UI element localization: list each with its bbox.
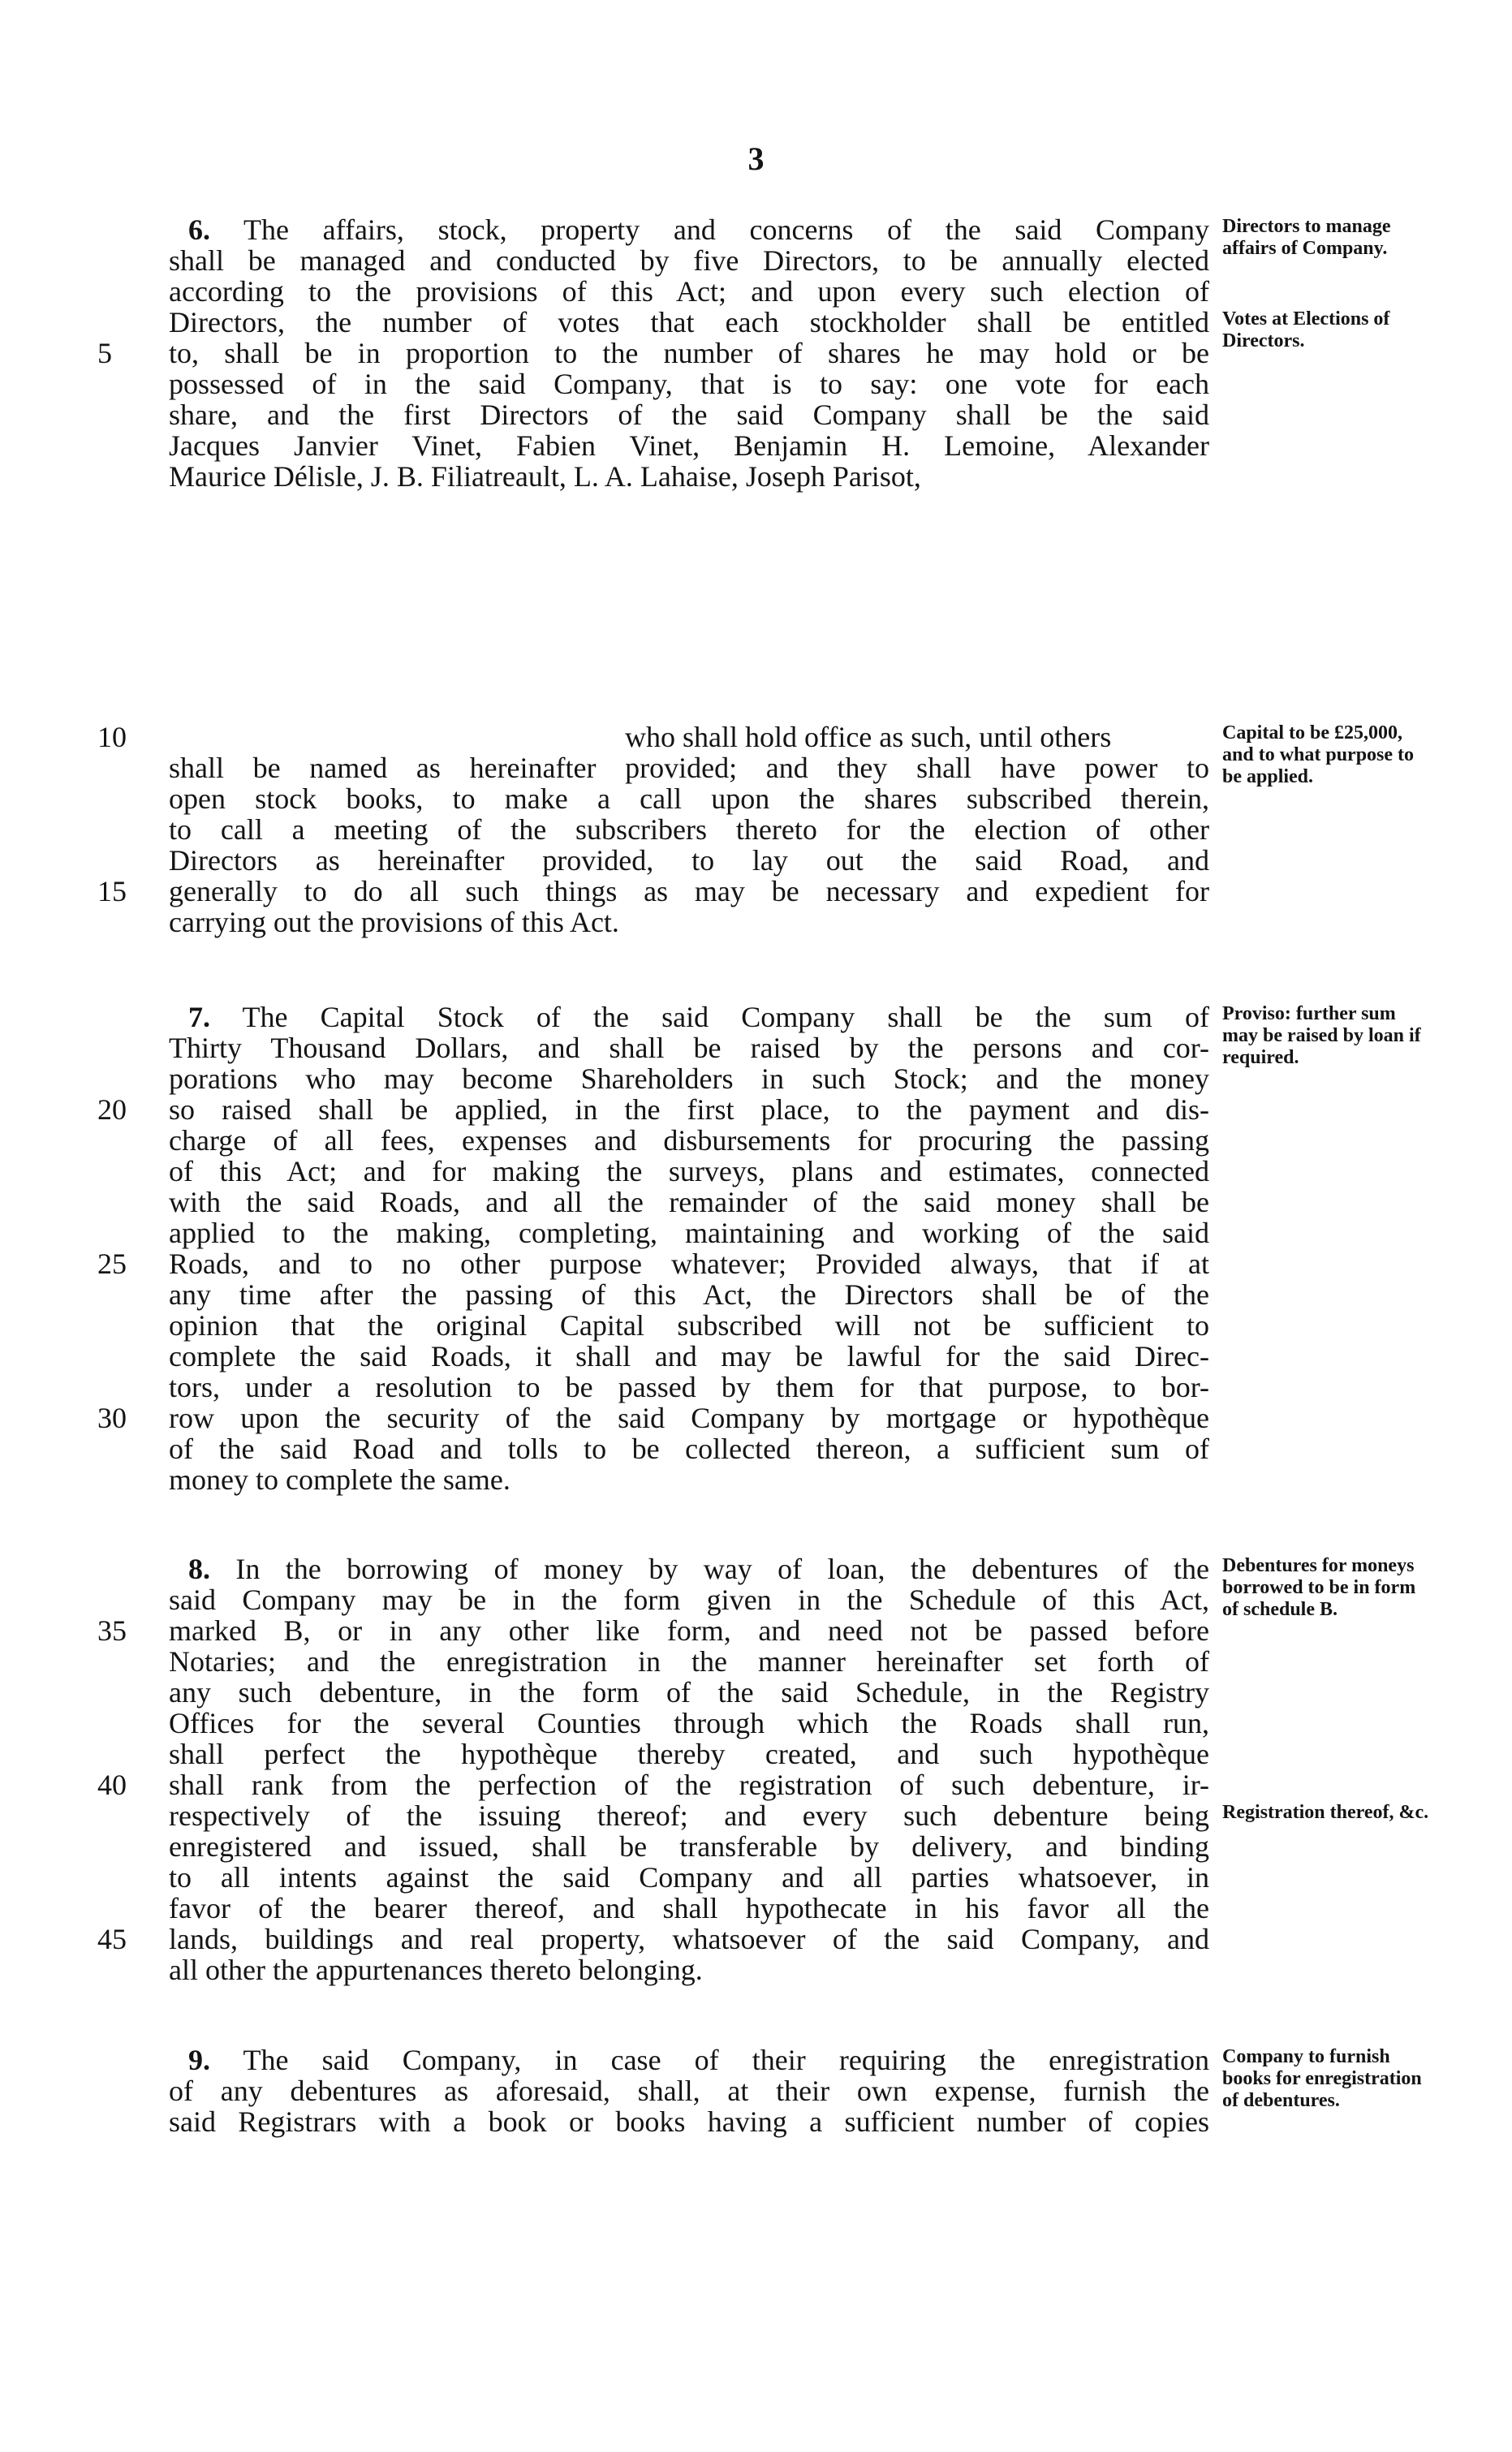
text-line: to call a meeting of the subscribers thereto for the election of other bbox=[169, 813, 1209, 846]
text-line: 7. The Capital Stock of the said Company shall be the sum of bbox=[188, 1001, 1209, 1033]
text-line: shall rank from the perfection of the registration of such debenture, ir- bbox=[169, 1769, 1209, 1801]
text-line: shall perfect the hypothèque thereby created, and such hypothèque bbox=[169, 1738, 1209, 1770]
text-line: marked B, or in any other like form, and need not be passed before bbox=[169, 1614, 1209, 1647]
margin-note: Debentures for moneys borrowed to be in form of schedule B. bbox=[1222, 1555, 1416, 1620]
text-line: shall be managed and conducted by five Directors, to be annually elected bbox=[169, 244, 1209, 277]
text-line: Maurice Délisle, J. B. Filiatreault, L. A. Lahaise, Joseph Parisot, bbox=[169, 460, 921, 493]
text-line: row upon the security of the said Company by mortgage or hypothèque bbox=[169, 1402, 1209, 1434]
text-line: Thirty Thousand Dollars, and shall be raised by the persons and cor- bbox=[169, 1032, 1209, 1064]
line-number: 45 bbox=[97, 1923, 127, 1955]
section-number: 7. bbox=[188, 1001, 210, 1033]
text-line: money to complete the same. bbox=[169, 1463, 510, 1496]
text-line: who shall hold office as such, until others bbox=[625, 721, 1112, 753]
line-number: 20 bbox=[97, 1093, 127, 1126]
text-line: any time after the passing of this Act, the Directors shall be of the bbox=[169, 1278, 1209, 1311]
text-line: all other the appurtenances thereto belonging. bbox=[169, 1954, 703, 1986]
text-line: of any debentures as aforesaid, shall, at their own expense, furnish the bbox=[169, 2075, 1209, 2107]
text-line: porations who may become Shareholders in such Stock; and the money bbox=[169, 1062, 1209, 1095]
text-line: applied to the making, completing, maintaining and working of the said bbox=[169, 1217, 1209, 1249]
text-line: respectively of the issuing thereof; and every such debenture being bbox=[169, 1799, 1209, 1832]
text-line: open stock books, to make a call upon the shares subscribed therein, bbox=[169, 782, 1209, 815]
margin-note: Proviso: further sum may be raised by loan if required. bbox=[1222, 1003, 1421, 1068]
text-line: Notaries; and the enregistration in the manner hereinafter set forth of bbox=[169, 1645, 1209, 1678]
margin-note: Votes at Elections of Directors. bbox=[1222, 308, 1390, 351]
text-line: carrying out the provisions of this Act. bbox=[169, 906, 619, 938]
text-line: opinion that the original Capital subscribed will not be sufficient to bbox=[169, 1309, 1209, 1342]
text-line: with the said Roads, and all the remainder of the said money shall be bbox=[169, 1186, 1209, 1218]
text-line: enregistered and issued, shall be transferable by delivery, and binding bbox=[169, 1830, 1209, 1863]
line-number: 35 bbox=[97, 1614, 127, 1647]
text-line: Roads, and to no other purpose whatever; Provided always, that if at bbox=[169, 1248, 1209, 1280]
text-line: of this Act; and for making the surveys, plans and estimates, connected bbox=[169, 1155, 1209, 1187]
text-line: to, shall be in proportion to the number of shares he may hold or be bbox=[169, 337, 1209, 369]
text-line: favor of the bearer thereof, and shall hypothecate in his favor all the bbox=[169, 1892, 1209, 1924]
margin-note: Capital to be £25,000, and to what purpose to be applied. bbox=[1222, 722, 1415, 787]
line-number: 15 bbox=[97, 875, 127, 907]
text-line: any such debenture, in the form of the said Schedule, in the Registry bbox=[169, 1676, 1209, 1709]
text-line: 9. The said Company, in case of their requiring the enregistration bbox=[188, 2044, 1209, 2076]
text-line: lands, buildings and real property, whatsoever of the said Company, and bbox=[169, 1923, 1209, 1955]
line-number: 30 bbox=[97, 1402, 127, 1434]
section-number: 8. bbox=[188, 1553, 210, 1585]
line-number: 40 bbox=[97, 1769, 127, 1801]
margin-note: Company to furnish books for enregistration of debentures. bbox=[1222, 2046, 1422, 2111]
text-line: charge of all fees, expenses and disbursements for procuring the passing bbox=[169, 1124, 1209, 1157]
section-number: 9. bbox=[188, 2044, 210, 2076]
text-line: tors, under a resolution to be passed by them for that purpose, to bor- bbox=[169, 1371, 1209, 1403]
text-line: said Registrars with a book or books having a sufficient number of copies bbox=[169, 2105, 1209, 2138]
text-line: Jacques Janvier Vinet, Fabien Vinet, Benjamin H. Lemoine, Alexander bbox=[169, 429, 1209, 462]
line-number: 10 bbox=[97, 721, 127, 753]
text-line: shall be named as hereinafter provided; and they shall have power to bbox=[169, 752, 1209, 784]
margin-note: Registration thereof, &c. bbox=[1222, 1802, 1429, 1823]
line-number: 25 bbox=[97, 1248, 127, 1280]
text-line: so raised shall be applied, in the first place, to the payment and dis- bbox=[169, 1093, 1209, 1126]
text-line: Directors, the number of votes that each stockholder shall be entitled bbox=[169, 306, 1209, 338]
text-line: Offices for the several Counties through which the Roads shall run, bbox=[169, 1707, 1209, 1739]
text-line: according to the provisions of this Act; and upon every such election of bbox=[169, 275, 1209, 308]
margin-note: Directors to manage affairs of Company. bbox=[1222, 216, 1391, 259]
text-line: said Company may be in the form given in the Schedule of this Act, bbox=[169, 1584, 1209, 1616]
blank-space bbox=[169, 568, 1209, 714]
text-line: possessed of in the said Company, that is to say: one vote for each bbox=[169, 368, 1209, 400]
text-line: of the said Road and tolls to be collected thereon, a sufficient sum of bbox=[169, 1433, 1209, 1465]
page-number: 3 bbox=[747, 140, 765, 177]
section-number: 6. bbox=[188, 213, 210, 246]
line-number: 5 bbox=[97, 337, 112, 369]
text-line: 6. The affairs, stock, property and concerns of the said Company bbox=[188, 213, 1209, 246]
text-line: share, and the first Directors of the said Company shall be the said bbox=[169, 399, 1209, 431]
text-line: 8. In the borrowing of money by way of loan, the debentures of the bbox=[188, 1553, 1209, 1585]
text-line: complete the said Roads, it shall and may be lawful for the said Direc- bbox=[169, 1340, 1209, 1373]
text-line: generally to do all such things as may be necessary and expedient for bbox=[169, 875, 1209, 907]
text-line: to all intents against the said Company and all parties whatsoever, in bbox=[169, 1861, 1209, 1894]
text-line: Directors as hereinafter provided, to lay out the said Road, and bbox=[169, 844, 1209, 877]
